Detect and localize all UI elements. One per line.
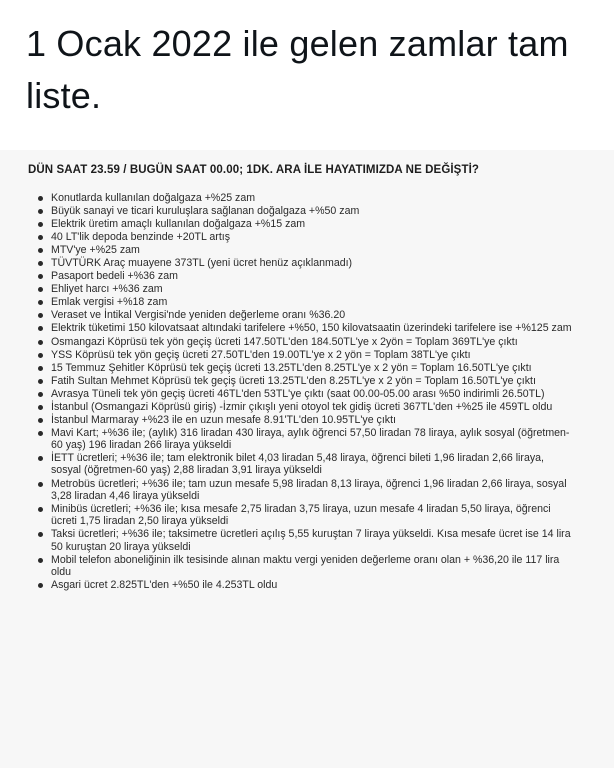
list-item — [0, 270, 614, 282]
list-item-text: Veraset ve İntikal Vergisi'nde yeniden değerleme oranı %36.20 — [51, 309, 346, 322]
bullet-icon — [38, 340, 43, 345]
list-item-text: Avrasya Tüneli tek yön geçiş ücreti 46TL'den 53TL'ye çıktı (saat 00.00-05.00 arası %50 indirimli 26.50TL) — [51, 387, 545, 400]
list-item-text: Osmangazi Köprüsü tek yön geçiş ücreti 147.50TL'den 184.50TL'ye x 2yön = Toplam 369TL'ye çıktı — [51, 335, 518, 348]
list-item — [0, 528, 614, 553]
list-item — [0, 388, 614, 400]
list-item-text: Metrobüs ücretleri; +%36 ile; tam uzun mesafe 5,98 liradan 8,13 liraya, öğrenci 1,96 liradan 2,66 liraya, sosyal 3,28 liradan 4,46 liraya yükseldi — [51, 477, 567, 502]
bullet-icon — [38, 379, 43, 384]
post-title: 1 Ocak 2022 ile gelen zamlar tam liste. — [26, 23, 569, 116]
list-item — [0, 205, 614, 217]
list-item-text: Elektrik tüketimi 150 kilovatsaat altındaki tarifelere +%50, 150 kilovatsaatin üzerindeki tarifelere ise +%125 zam — [51, 322, 572, 335]
price-list-image — [0, 150, 614, 768]
list-item-text: Taksi ücretleri; +%36 ile; taksimetre ücretleri açılış 5,55 kuruştan 7 liraya yükseldi. Kısa mesafe ücret ise 14 lira 50 kuruştan 20 liraya yükseldi — [51, 528, 571, 553]
list-item-text: 40 LT'lik depoda benzinde +20TL artış — [51, 231, 230, 244]
bullet-icon — [38, 326, 43, 331]
bullet-icon — [38, 418, 43, 423]
bullet-icon — [38, 222, 43, 227]
list-item — [0, 579, 614, 591]
bullet-icon — [38, 558, 43, 563]
bullet-icon — [38, 196, 43, 201]
bullet-icon — [38, 300, 43, 305]
list-item — [0, 192, 614, 204]
bullet-icon — [38, 583, 43, 588]
list-item-text: Konutlarda kullanılan doğalgaza +%25 zam — [51, 192, 256, 204]
bullet-icon — [38, 482, 43, 487]
list-item — [0, 554, 614, 579]
list-item-text: İETT ücretleri; +%36 ile; tam elektronik bilet 4,03 liradan 5,48 liraya, öğrenci bileti 1,96 liradan 2,66 liraya, sosyal (öğretmen-60 yaş) 2,88 liradan 3,91 liraya yükseldi — [51, 452, 544, 477]
list-item-text: İstanbul (Osmangazi Köprüsü giriş) -İzmir çıkışlı yeni otoyol tek gidiş ücreti 367TL'den +%25 ile 459TL oldu — [51, 400, 553, 413]
bullet-icon — [38, 261, 43, 266]
bullet-icon — [38, 235, 43, 240]
list-item-text: Ehliyet harcı +%36 zam — [51, 283, 163, 296]
list-item-text: TÜVTÜRK Araç muayene 373TL (yeni ücret henüz açıklanmadı) — [51, 257, 353, 270]
list-item — [0, 296, 614, 308]
bullet-icon — [38, 431, 43, 436]
list-item — [0, 322, 614, 334]
list-item — [0, 309, 614, 321]
list-item-text: Fatih Sultan Mehmet Köprüsü tek geçiş ücreti 13.25TL'den 8.25TL'ye x 2 yön = Toplam 16.50TL'ye çıktı — [51, 374, 536, 387]
list-item-text: YSS Köprüsü tek yön geçiş ücreti 27.50TL'den 19.00TL'ye x 2 yön = Toplam 38TL'ye çıktı — [51, 348, 471, 361]
list-item — [0, 414, 614, 426]
list-item — [0, 349, 614, 361]
bullet-icon — [38, 532, 43, 537]
list-item — [0, 478, 614, 503]
list-item-text: Emlak vergisi +%18 zam — [51, 296, 168, 309]
list-item-text: Minibüs ücretleri; +%36 ile; kısa mesafe 2,75 liradan 3,75 liraya, uzun mesafe 4 liradan 5,50 liraya, öğrenci ücreti 1,75 liradan 2,50 liraya yükseldi — [51, 502, 551, 528]
bullet-icon — [38, 287, 43, 292]
list-item — [0, 503, 614, 528]
bullet-icon — [38, 456, 43, 461]
list-item — [0, 362, 614, 374]
list-item — [0, 218, 614, 230]
list-item-text: Mobil telefon aboneliğinin ilk tesisinde alınan maktu vergi yeniden değerleme oranı olan + %36,20 ile 117 lira oldu — [51, 553, 560, 578]
bullet-icon — [38, 209, 43, 214]
list-item-text: Mavi Kart; +%36 ile; (aylık) 316 liradan 430 liraya, aylık öğrenci 57,50 liradan 78 liraya, aylık sosyal (öğretmen-60 yaş) 196 liradan 266 liraya yükseldi — [51, 426, 570, 452]
list-item — [0, 257, 614, 269]
list-item-text: 15 Temmuz Şehitler Köprüsü tek geçiş ücreti 13.25TL'den 8.25TL'ye x 2 yön = Toplam 16.50TL'ye çıktı — [51, 361, 532, 374]
list-item-text: Elektrik üretim amaçlı kullanılan doğalgaza +%15 zam — [51, 218, 306, 231]
list-item-text: İstanbul Marmaray +%23 ile en uzun mesafe 8.91'TL'den 10.95TL'ye çıktı — [51, 413, 396, 426]
list-item — [0, 244, 614, 256]
list-item — [0, 401, 614, 413]
list-item — [0, 283, 614, 295]
list-item-text: Pasaport bedeli +%36 zam — [51, 270, 178, 283]
price-increase-list — [0, 192, 614, 592]
bullet-icon — [38, 274, 43, 279]
bullet-icon — [38, 353, 43, 358]
list-item — [0, 231, 614, 243]
bullet-icon — [38, 392, 43, 397]
list-item-text: Asgari ücret 2.825TL'den +%50 ile 4.253TL oldu — [51, 578, 278, 591]
list-item-text: MTV'ye +%25 zam — [51, 244, 140, 257]
bullet-icon — [38, 405, 43, 410]
list-item — [0, 452, 614, 477]
bullet-icon — [38, 248, 43, 253]
list-item-text: Büyük sanayi ve ticari kuruluşlara sağlanan doğalgaza +%50 zam — [51, 205, 360, 218]
bullet-icon — [38, 507, 43, 512]
list-item — [0, 336, 614, 348]
list-item — [0, 375, 614, 387]
list-heading: DÜN SAAT 23.59 / BUGÜN SAAT 00.00; 1DK. ARA İLE HAYATIMIZDA NE DEĞİŞTİ? — [28, 164, 479, 176]
bullet-icon — [38, 313, 43, 318]
list-item — [0, 427, 614, 452]
bullet-icon — [38, 366, 43, 371]
